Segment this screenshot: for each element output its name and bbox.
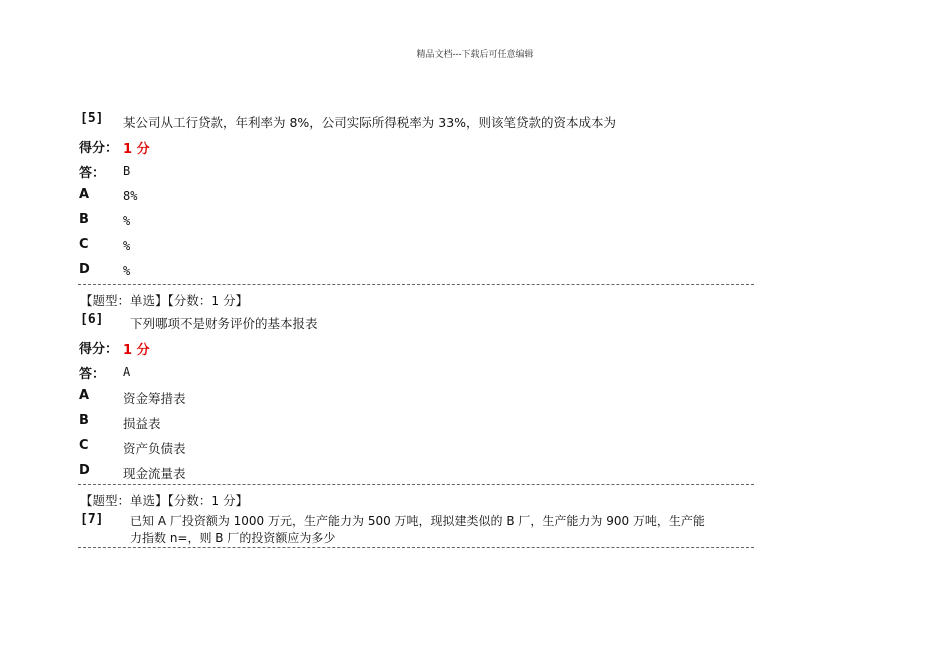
option-value: % [123, 239, 131, 253]
question-text-line-2: 力指数 n=，则 B 厂的投资额应为多少 [130, 531, 336, 545]
question-text: 某公司从工行贷款，年利率为 8%，公司实际所得税率为 33%，则该笔贷款的资本成本为 [123, 115, 617, 130]
option-value: 资金筹措表 [123, 391, 186, 406]
question-text: 下列哪项不是财务评价的基本报表 [130, 316, 318, 331]
option-key: B [79, 413, 89, 428]
option-key: A [79, 388, 90, 403]
option-value: % [123, 214, 131, 228]
divider [78, 547, 754, 548]
score-label: 得分： [79, 141, 119, 156]
option-key: D [79, 262, 90, 277]
question-text-line-1: 已知 A 厂投资额为 1000 万元，生产能力为 500 万吨，现拟建类似的 B 厂，生产能力为 900 万吨，生产能 [130, 514, 705, 528]
option-key: C [79, 237, 89, 252]
option-value: 资产负债表 [123, 441, 186, 456]
answer-label: 答： [79, 166, 106, 181]
divider [78, 284, 754, 285]
option-key: A [79, 187, 90, 202]
answer-value: B [123, 164, 131, 178]
option-key: C [79, 438, 89, 453]
answer-value: A [123, 365, 131, 379]
option-value: 现金流量表 [123, 466, 186, 481]
page-header: 精品文档---下载后可任意编辑 [416, 50, 534, 60]
question-meta: 【题型：单选】【分数：1 分】 [80, 293, 249, 308]
answer-label: 答： [79, 367, 106, 382]
option-value: 8% [123, 189, 138, 203]
score-value: 1 分 [123, 142, 150, 157]
score-value: 1 分 [123, 343, 150, 358]
option-key: D [79, 463, 90, 478]
divider [78, 484, 754, 485]
option-value: 损益表 [123, 416, 161, 431]
question-number: [7] [80, 512, 104, 527]
question-meta: 【题型：单选】【分数：1 分】 [80, 493, 249, 508]
option-value: % [123, 264, 131, 278]
question-number: [6] [80, 312, 104, 327]
question-number: [5] [80, 111, 104, 126]
option-key: B [79, 212, 89, 227]
score-label: 得分： [79, 342, 119, 357]
